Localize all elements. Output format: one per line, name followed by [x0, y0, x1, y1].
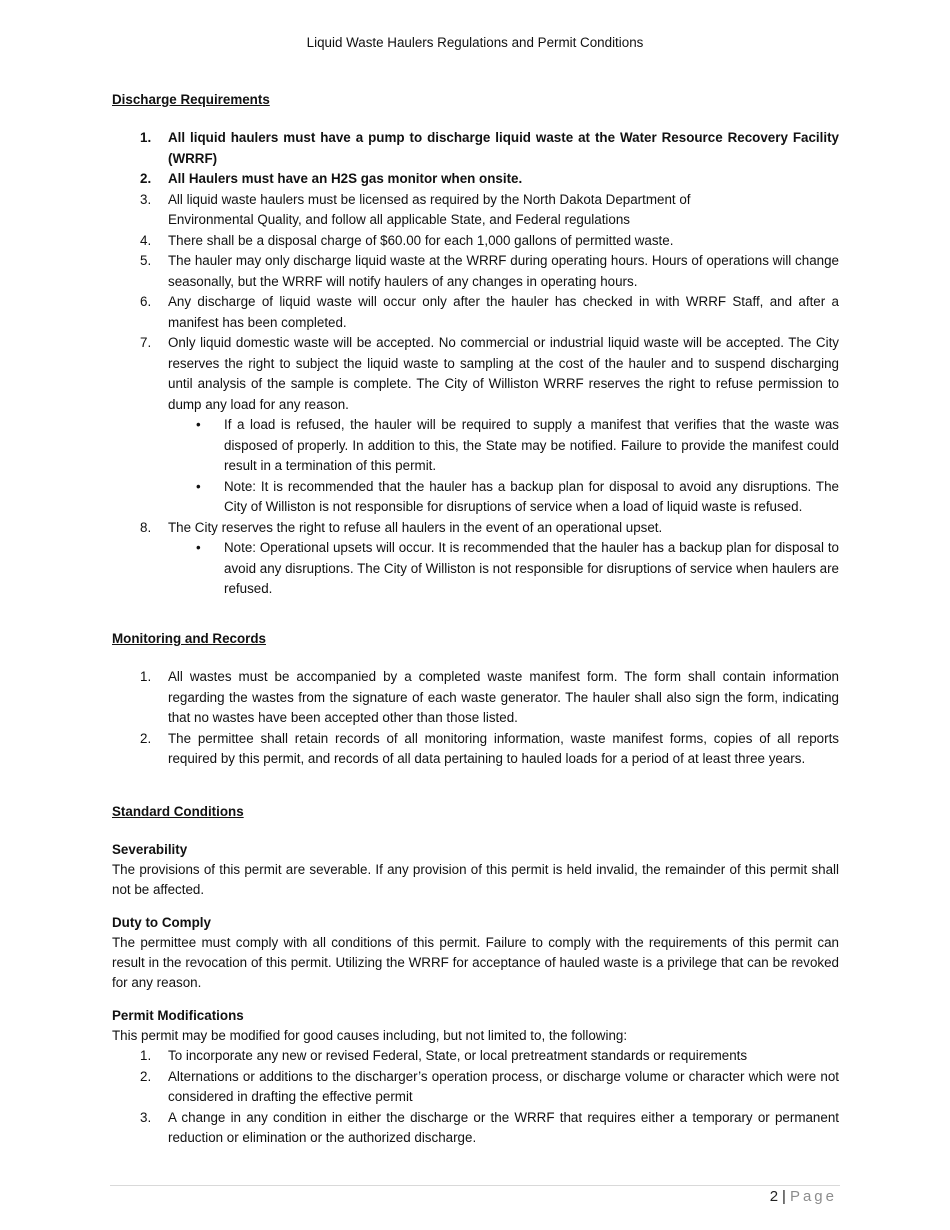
bullet-icon: •: [196, 478, 201, 494]
list-item: [112, 333, 839, 518]
list-number: 3.: [140, 191, 152, 207]
list-item: [112, 1108, 839, 1149]
list-number: 4.: [140, 232, 152, 248]
discharge-list: [112, 128, 839, 600]
list-number: 7.: [140, 335, 152, 350]
modifications-block: [112, 1006, 839, 1149]
page-footer: [770, 1188, 837, 1205]
list-text: The City reserves the right to refuse all haulers in the event of an operational upset.: [168, 519, 663, 535]
subsection-title: Permit Modifications: [112, 1008, 244, 1023]
bullet-icon: •: [196, 417, 201, 432]
bullet-list: [168, 415, 839, 518]
monitoring-section: [112, 629, 839, 770]
subsection-title: Severability: [112, 842, 188, 857]
list-text: Alternations or additions to the discharger’s operation process, or discharge volume or character which were not considered in drafting the effective permit: [168, 1068, 839, 1104]
list-number: 1.: [140, 130, 152, 145]
list-text: All wastes must be accompanied by a completed waste manifest form. The form shall contain information regarding the wastes from the signature of each waste generator. The hauler shall also sign the form, indicating that no wastes have been accepted other than those listed.: [168, 669, 839, 725]
list-text: The hauler may only discharge liquid waste at the WRRF during operating hours. Hours of operations will change seasonally, but the WRRF will notify haulers of any changes in operating hours.: [168, 253, 839, 289]
list-item: [112, 128, 839, 169]
list-item: [112, 231, 839, 252]
section-title-standard: Standard Conditions: [112, 804, 244, 819]
bullet-item: [168, 477, 839, 518]
standard-section: [112, 802, 839, 1149]
list-number: 2.: [140, 171, 152, 186]
list-item: [112, 1046, 839, 1067]
bullet-text: Note: Operational upsets will occur. It is recommended that the hauler has a backup plan for disposal to avoid any disruptions. The City of Williston is not responsible for disruptions of service when haulers are refused.: [224, 540, 839, 596]
list-text: All liquid waste haulers must be licensed as required by the North Dakota Department of Environmental Quality, and follow all applicable State, and Federal regulations: [168, 191, 691, 227]
bullet-text: Note: It is recommended that the hauler has a backup plan for disposal to avoid any disruptions. The City of Williston is not responsible for disruptions of service when a load of liquid waste is refused.: [224, 478, 839, 514]
paragraph: The permittee must comply with all conditions of this permit. Failure to comply with the requirements of this permit can result in the revocation of this permit. Utilizing the WRRF for acceptance of hauled waste is a privilege that can be revoked for any reason.: [112, 935, 839, 990]
list-number: 3.: [140, 1109, 152, 1125]
list-item: [112, 1067, 839, 1108]
list-number: 1.: [140, 1048, 152, 1063]
page-number: 2: [769, 1188, 779, 1205]
paragraph: The provisions of this permit are severable. If any provision of this permit is held invalid, the remainder of this permit shall not be affected.: [112, 862, 839, 897]
section-title-monitoring: Monitoring and Records: [112, 631, 266, 646]
list-item: [112, 729, 839, 770]
paragraph: This permit may be modified for good causes including, but not limited to, the following:: [112, 1028, 628, 1043]
list-item: [112, 251, 839, 292]
list-item: [112, 518, 839, 600]
severability-block: [112, 840, 839, 900]
bullet-icon: •: [196, 540, 201, 555]
list-number: 5.: [140, 253, 152, 268]
bullet-item: [168, 538, 839, 600]
list-text: All liquid haulers must have a pump to discharge liquid waste at the Water Resource Recovery Facility (WRRF): [168, 130, 839, 166]
list-text: All Haulers must have an H2S gas monitor when onsite.: [168, 171, 523, 186]
bullet-text: If a load is refused, the hauler will be required to supply a manifest that verifies that the waste was disposed of properly. In addition to this, the State may be notified. Failure to provide the manifest could result in a termination of this permit.: [224, 417, 839, 473]
page-header: Liquid Waste Haulers Regulations and Permit Conditions: [306, 35, 644, 50]
bullet-item: [168, 415, 839, 477]
list-item: [112, 190, 839, 231]
subsection-title: Duty to Comply: [112, 915, 211, 930]
page-label: Page: [789, 1188, 837, 1205]
discharge-section: [112, 90, 839, 600]
list-text: The permittee shall retain records of all monitoring information, waste manifest forms, copies of all reports required by this permit, and records of all data pertaining to hauled loads for a period of at least three years.: [168, 730, 839, 766]
duty-block: [112, 913, 839, 993]
modifications-list: [112, 1046, 839, 1149]
list-text: Only liquid domestic waste will be accepted. No commercial or industrial liquid waste will be accepted. The City reserves the right to subject the liquid waste to sampling at the cost of the hauler and to suspend discharging until analysis of the sample is complete. The City of Williston WRRF reserves the right to refuse permission to dump any load for any reason.: [168, 335, 839, 412]
section-title-discharge: Discharge Requirements: [112, 92, 270, 107]
list-number: 1.: [140, 669, 152, 684]
footer-separator: |: [782, 1188, 786, 1205]
list-number: 8.: [140, 519, 152, 535]
list-item: [112, 169, 839, 190]
list-item: [112, 292, 839, 333]
list-text: Any discharge of liquid waste will occur only after the hauler has checked in with WRRF Staff, and after a manifest has been completed.: [168, 294, 839, 330]
list-text: There shall be a disposal charge of $60.00 for each 1,000 gallons of permitted waste.: [168, 232, 674, 248]
list-item: [112, 667, 839, 729]
list-text: To incorporate any new or revised Federal, State, or local pretreatment standards or requirements: [168, 1048, 748, 1063]
bullet-list: [168, 538, 839, 600]
list-number: 2.: [140, 730, 152, 746]
list-text: A change in any condition in either the discharge or the WRRF that requires either a temporary or permanent reduction or elimination or the authorized discharge.: [168, 1109, 839, 1145]
monitoring-list: [112, 667, 839, 770]
list-number: 6.: [140, 294, 152, 309]
list-number: 2.: [140, 1068, 152, 1084]
footer-divider: [110, 1185, 840, 1186]
